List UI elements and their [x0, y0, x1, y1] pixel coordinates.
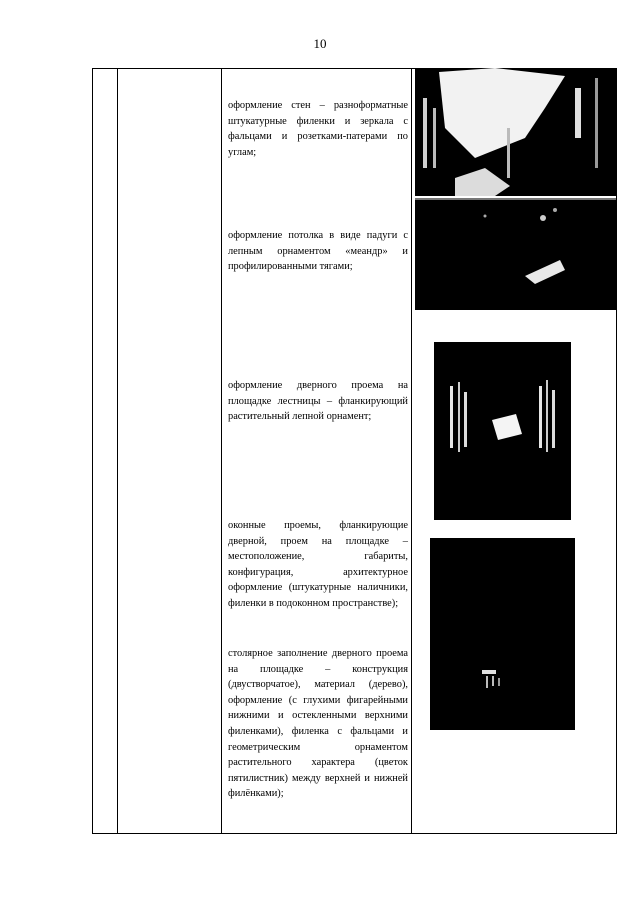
ceiling-decoration-photo — [415, 198, 616, 310]
wall-decoration-text: оформление стен – разноформатные штукатурные филенки и зеркала с фальцами и розетками-патерами по углам; — [228, 100, 408, 158]
page-number: 10 — [313, 36, 327, 51]
column-divider — [221, 69, 222, 833]
window-openings-text: оконные проемы, фланкирующие дверной, проем на площадке – местоположение, габариты, конфигурация, архитектурное оформление (штукатурные наличники, филенки в подоконном пространстве); — [228, 520, 408, 609]
wall-decoration-photo — [415, 68, 616, 196]
door-joinery-photo — [430, 538, 575, 730]
door-opening-photo — [434, 342, 571, 520]
door-joinery-text: столярное заполнение дверного проема на площадке – конструкция (двустворчатое), материал (дерево), оформление (с глухими фигарейными нижними и остекленными верхними филенками), филенка с фальцами и геометрическим орнаментом растительного характера (цветок пятилистник) между верхней и нижней филёнками); — [228, 648, 408, 800]
column-divider — [411, 69, 412, 833]
door-opening-text: оформление дверного проема на площадке лестницы – фланкирующий растительный лепной орнамент; — [228, 380, 408, 423]
ceiling-decoration-text: оформление потолка в виде падуги с лепным орнаментом «меандр» и профилированными тягами; — [228, 230, 408, 273]
column-divider — [117, 69, 118, 833]
